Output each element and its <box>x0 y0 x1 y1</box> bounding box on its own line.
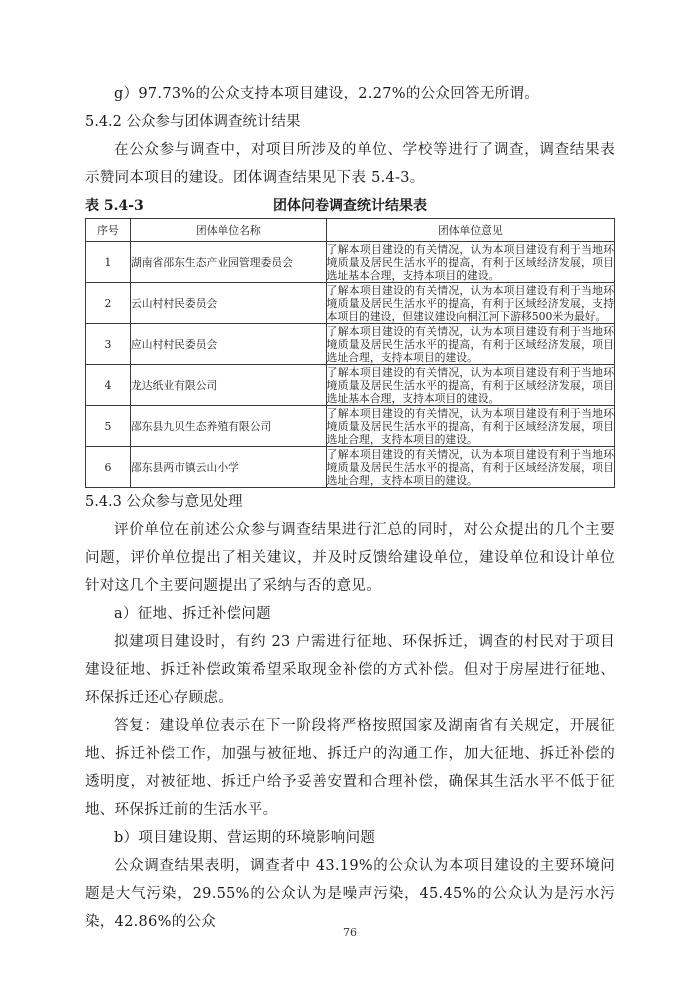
cell-no: 2 <box>86 283 131 324</box>
paragraph-reply: 答复：建设单位表示在下一阶段将严格按照国家及湖南省有关规定，开展征地、拆迁补偿工作，加强与被征地、拆迁户的沟通工作，加大征地、拆迁补偿的透明度，对被征地、拆迁户给予妥善安置和合理补偿，确保其生活水平不低于征地、环保拆迁前的生活水平。 <box>85 718 615 818</box>
paragraph-intro: 在公众参与调查中，对项目所涉及的单位、学校等进行了调查，调查结果表示赞同本项目的建设。团体调查结果见下表 5.4-3。 <box>85 142 615 186</box>
paragraph-land-acquisition: 拟建项目建设时，有约 23 户需进行征地、环保拆迁，调查的村民对于项目建设征地、拆迁补偿政策希望采取现金补偿的方式补偿。但对于房屋进行征地、环保拆迁还心存顾虑。 <box>85 634 615 706</box>
group-survey-table <box>85 218 615 488</box>
heading-5-4-3: 5.4.3 公众参与意见处理 <box>85 494 243 510</box>
cell-no: 1 <box>86 242 131 283</box>
item-b-heading: b）项目建设期、营运期的环境影响问题 <box>114 830 376 846</box>
table-caption <box>85 194 615 218</box>
cell-no: 3 <box>86 324 131 365</box>
cell-opinion: 了解本项目建设的有关情况，认为本项目建设有利于当地环境质量及居民生活水平的提高，有利于区域经济发展，项目选址合理，支持本项目的建设。 <box>326 324 614 364</box>
cell-unit-name: 邵东县两市镇云山小学 <box>130 447 326 488</box>
cell-unit-name: 应山村村民委员会 <box>130 324 326 365</box>
paragraph-opinion-handling: 评价单位在前述公众参与调查结果进行汇总的同时，对公众提出的几个主要问题，评价单位提出了相关建议，并及时反馈给建设单位，建设单位和设计单位针对这几个主要问题提出了采纳与否的意见。 <box>85 522 615 594</box>
page-number: 76 <box>343 926 357 939</box>
cell-opinion: 了解本项目建设的有关情况，认为本项目建设有利于当地环境质量及居民生活水平的提高，有利于区域经济发展，项目选址合理，支持本项目的建设。 <box>326 447 614 487</box>
cell-no: 5 <box>86 406 131 447</box>
table-row-5 <box>86 406 615 447</box>
cell-unit-name: 邵东县九贝生态养殖有限公司 <box>130 406 326 447</box>
table-row-3 <box>86 324 615 365</box>
item-a-heading: a）征地、拆迁补偿问题 <box>114 606 271 622</box>
cell-unit-name: 龙达纸业有限公司 <box>130 365 326 406</box>
column-header-no: 序号 <box>86 219 131 242</box>
cell-opinion: 了解本项目建设的有关情况，认为本项目建设有利于当地环境质量及居民生活水平的提高，有利于区域经济发展，项目选址基本合理，支持本项目的建设。 <box>326 365 614 405</box>
table-title: 团体问卷调查统计结果表 <box>273 198 427 214</box>
table-row-1 <box>86 242 615 283</box>
cell-opinion: 了解本项目建设的有关情况，认为本项目建设有利于当地环境质量及居民生活水平的提高，有利于区域经济发展，支持本项目的建设，但建议建设向桐江河下游移500米为最好。 <box>326 283 614 323</box>
table-row-4 <box>86 365 615 406</box>
cell-unit-name: 湖南省邵东生态产业园管理委员会 <box>130 242 326 283</box>
table-row-2 <box>86 283 615 324</box>
heading-5-4-2: 5.4.2 公众参与团体调查统计结果 <box>85 114 301 130</box>
cell-no: 6 <box>86 447 131 488</box>
table-header-row <box>86 219 615 242</box>
cell-unit-name: 云山村村民委员会 <box>130 283 326 324</box>
table-label: 表 5.4-3 <box>85 198 144 214</box>
cell-no: 4 <box>86 365 131 406</box>
paragraph-env-impact: 公众调查结果表明，调查者中 43.19%的公众认为本项目建设的主要环境问题是大气污染，29.55%的公众认为是噪声污染，45.45%的公众认为是污水污染，42.86%的公众 <box>85 858 615 930</box>
column-header-name: 团体单位名称 <box>130 219 326 242</box>
table-row-6 <box>86 447 615 488</box>
cell-opinion: 了解本项目建设的有关情况，认为本项目建设有利于当地环境质量及居民生活水平的提高，有利于区域经济发展，项目选址基本合理，支持本项目的建设。 <box>326 242 614 282</box>
cell-opinion: 了解本项目建设的有关情况，认为本项目建设有利于当地环境质量及居民生活水平的提高，有利于区域经济发展，项目选址合理，支持本项目的建设。 <box>326 406 614 446</box>
paragraph-g: g）97.73%的公众支持本项目建设，2.27%的公众回答无所谓。 <box>114 86 540 102</box>
column-header-opinion: 团体单位意见 <box>326 219 614 242</box>
